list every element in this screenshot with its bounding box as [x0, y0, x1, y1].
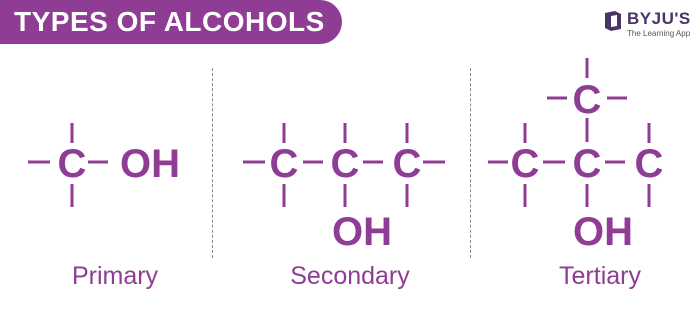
- secondary-caption: Secondary: [290, 262, 410, 290]
- secondary-carbon-3: C: [392, 142, 422, 186]
- tertiary-carbon-top: C: [572, 78, 602, 122]
- logo-tagline: The Learning App: [627, 29, 691, 38]
- divider-left: [212, 68, 213, 258]
- logo-name: BYJU'S: [627, 9, 691, 28]
- page-title: TYPES OF ALCOHOLS: [14, 6, 325, 37]
- tertiary-carbon-center: C: [572, 142, 602, 186]
- primary-hydroxyl: OH: [120, 142, 180, 186]
- tertiary-carbon-right: C: [634, 142, 664, 186]
- primary-caption: Primary: [71, 262, 159, 290]
- tertiary-hydroxyl: OH: [573, 210, 633, 254]
- secondary-carbon-2: C: [330, 142, 360, 186]
- secondary-carbon-1: C: [269, 142, 299, 186]
- tertiary-caption: Tertiary: [559, 262, 641, 290]
- secondary-hydroxyl: OH: [332, 210, 392, 254]
- divider-right: [470, 68, 471, 258]
- primary-carbon: C: [57, 142, 87, 186]
- tertiary-carbon-left: C: [510, 142, 540, 186]
